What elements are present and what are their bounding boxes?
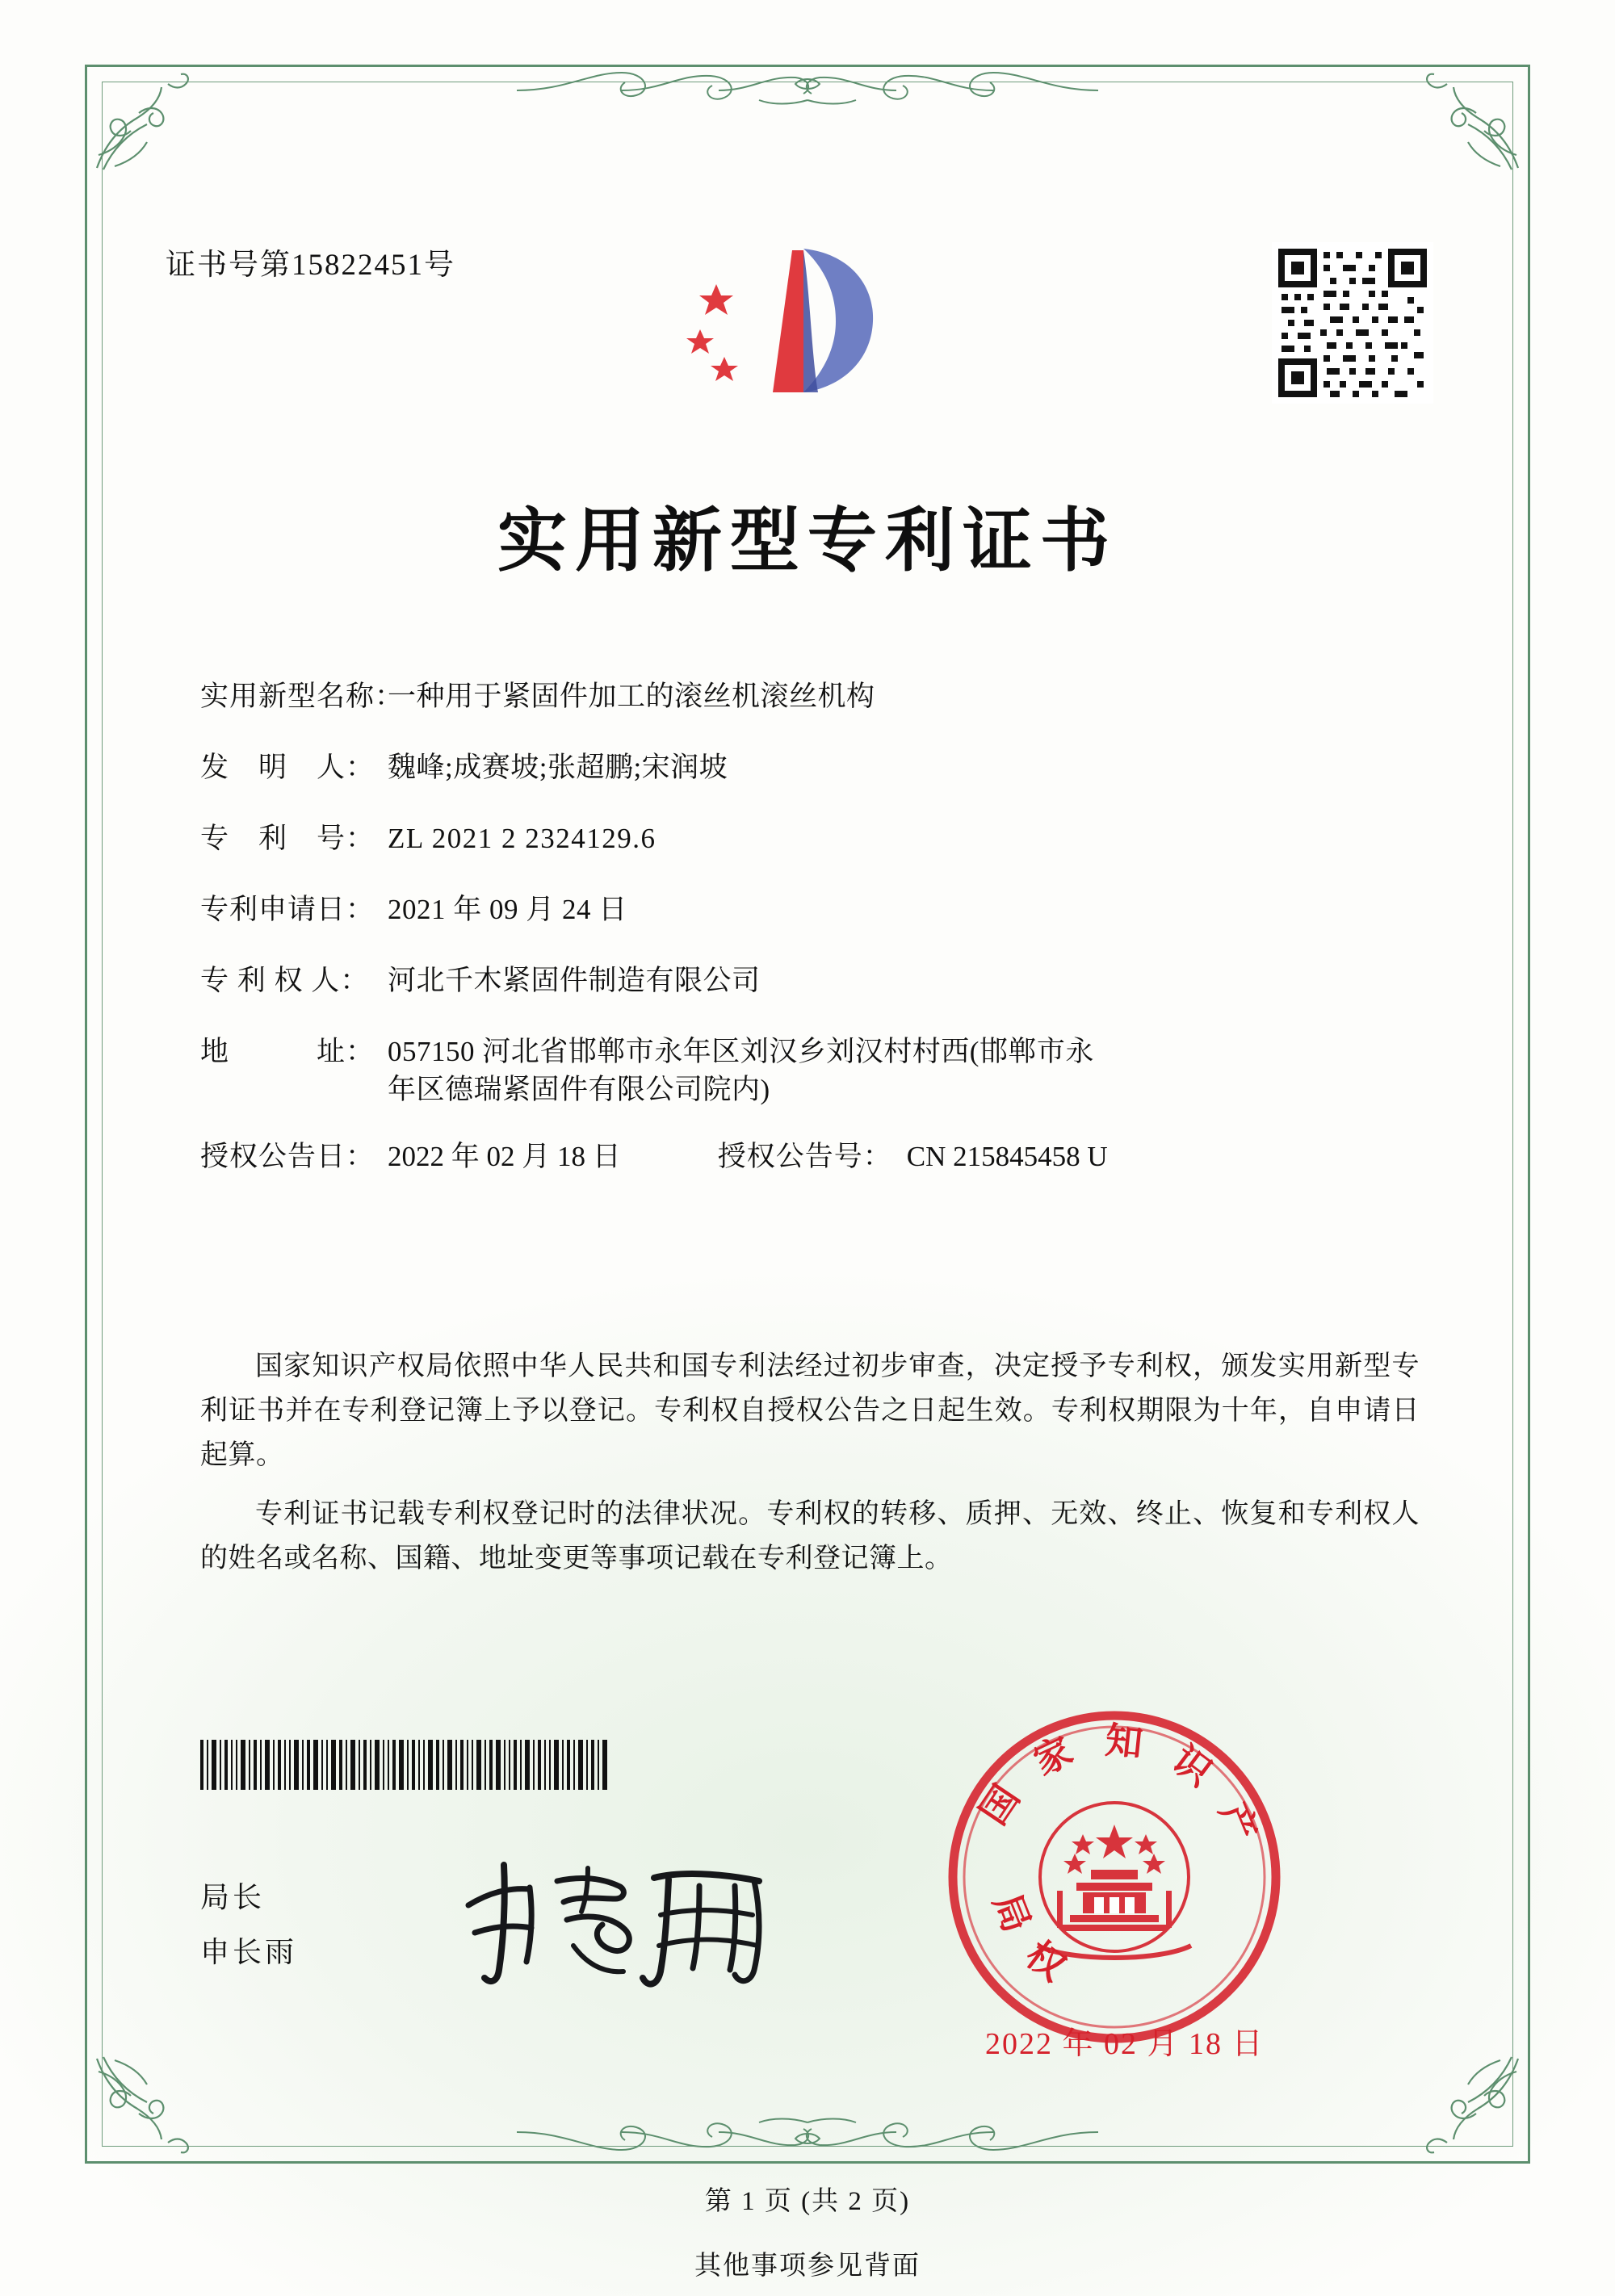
qr-code-icon <box>1272 242 1433 404</box>
svg-text:国 家 知 识 产: 国 家 知 识 产 <box>971 1718 1269 1855</box>
director-name-label: 申长雨 <box>200 1936 298 1968</box>
field-grant <box>200 1142 1428 1171</box>
field-patentee <box>200 966 1428 995</box>
grant-number-label: 授权公告号： <box>717 1141 892 1172</box>
field-inventors <box>200 753 1428 781</box>
field-value: 魏峰;成赛坡;张超鹏;宋润坡 <box>388 752 728 783</box>
field-label: 发 明 人： <box>200 752 375 783</box>
legal-text <box>200 1344 1420 1595</box>
top-ornament-icon <box>517 63 1098 119</box>
director-title-label: 局长 <box>200 1881 266 1913</box>
paragraph-2: 专利证书记载专利权登记时的法律状况。专利权的转移、质押、无效、终止、恢复和专利权人的姓名或名称、国籍、地址变更等事项记载在专利登记簿上。 <box>200 1499 1420 1574</box>
address-line-1: 057150 河北省邯郸市永年区刘汉乡刘汉村村西(邯郸市永 <box>388 1036 1094 1067</box>
back-side-note: 其他事项参见背面 <box>694 2252 921 2281</box>
field-value: 河北千木紧固件制造有限公司 <box>388 965 761 996</box>
field-value: 2021 年 09 月 24 日 <box>388 894 627 925</box>
paragraph-1: 国家知识产权局依照中华人民共和国专利法经过初步审查，决定授予专利权，颁发实用新型专利证书并在专利登记簿上予以登记。专利权自授权公告之日起生效。专利权期限为十年，自申请日起算。 <box>200 1351 1420 1471</box>
page-title: 实用新型专利证书 <box>497 500 1118 581</box>
barcode-icon <box>200 1740 608 1790</box>
field-patent-number <box>200 824 1428 853</box>
field-label: 地 址： <box>200 1036 375 1067</box>
field-label: 实用新型名称： <box>200 681 405 712</box>
grant-date-value: 2022 年 02 月 18 日 <box>388 1141 621 1172</box>
field-label: 专 利 权 人： <box>200 965 370 996</box>
field-label: 专利申请日： <box>200 894 375 925</box>
field-address <box>200 1037 1428 1104</box>
page-number: 第 1 页 (共 2 页) <box>704 2187 911 2216</box>
official-seal-icon <box>941 1703 1288 2051</box>
field-value: ZL 2021 2 2324129.6 <box>388 823 656 854</box>
field-list <box>200 682 1428 1171</box>
field-application-date <box>200 895 1428 924</box>
field-label: 专 利 号： <box>200 823 375 854</box>
grant-number-value: CN 215845458 U <box>906 1141 1108 1172</box>
field-utility-model-name <box>200 682 1428 710</box>
address-line-2: 年区德瑞紧固件有限公司院内) <box>388 1074 770 1105</box>
patent-office-emblem-icon <box>682 234 925 420</box>
certificate-number: 证书号第15822451号 <box>166 249 455 282</box>
grant-date-label: 授权公告日： <box>200 1141 375 1172</box>
bottom-ornament-icon <box>517 2103 1098 2160</box>
seal-date: 2022 年 02 月 18 日 <box>985 2027 1265 2061</box>
handwritten-signature-icon <box>452 1849 791 1994</box>
svg-text:局 权: 局 权 <box>984 1887 1080 1995</box>
field-value: 一种用于紧固件加工的滚丝机滚丝机构 <box>388 681 875 712</box>
